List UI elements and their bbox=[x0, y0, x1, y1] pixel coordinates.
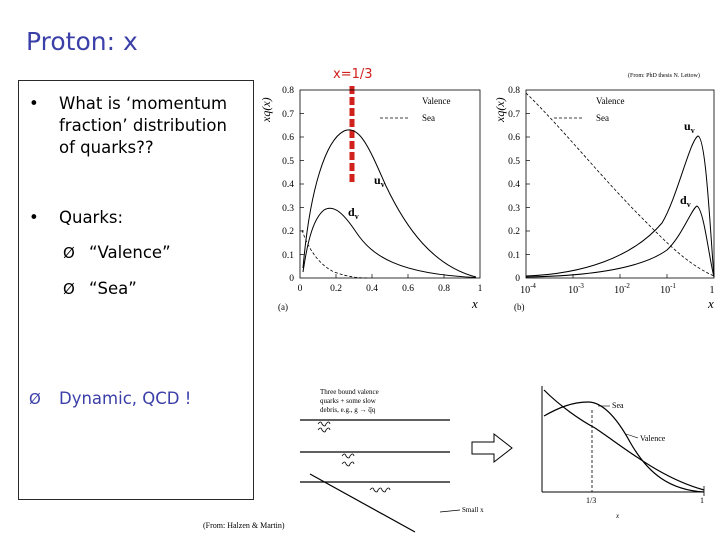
bullet-dynamic bbox=[29, 388, 249, 410]
y-tick-label: 0.1 bbox=[282, 251, 294, 261]
legend-sea: Sea bbox=[422, 113, 435, 123]
x-tick-label: 0.2 bbox=[330, 284, 342, 294]
y-tick-label: 0.7 bbox=[508, 110, 520, 120]
right-arrow-icon bbox=[470, 430, 514, 466]
sub-bullet-sea bbox=[63, 278, 243, 300]
x-tick-labels bbox=[520, 282, 714, 296]
x-tick-label: 0.8 bbox=[438, 284, 450, 294]
y-tick-label: 0.3 bbox=[508, 204, 520, 214]
arrow-bullet-icon: Ø bbox=[63, 244, 75, 262]
dv-label: $d_v$ bbox=[680, 193, 691, 209]
y-tick-label: 0.2 bbox=[282, 227, 294, 237]
credit-thesis: (From: PhD thesis N. Lettow) bbox=[628, 73, 700, 79]
bullet-text-line: What is ‘momentum bbox=[59, 94, 228, 113]
arrow-bullet-icon: Ø bbox=[29, 390, 41, 408]
y-axis-label: xq(x) bbox=[493, 97, 507, 122]
y-tick-label: 0.2 bbox=[508, 227, 520, 237]
x-axis-label: x bbox=[708, 296, 714, 311]
x-tick-label: $10^{-4}$ bbox=[520, 282, 536, 296]
x-tick-label: 0.4 bbox=[366, 284, 378, 294]
bullet-text: Dynamic, QCD ! bbox=[59, 389, 192, 408]
panel-label: (b) bbox=[514, 302, 525, 312]
dv-curve bbox=[303, 208, 476, 277]
x-tick-label: 0 bbox=[297, 284, 303, 294]
x-tick-label: 1 bbox=[477, 284, 483, 294]
y-tick-label: 0.6 bbox=[282, 133, 294, 143]
pdf-plot-linear bbox=[258, 78, 490, 318]
pdf-plot-log bbox=[492, 78, 720, 318]
x-tick-label: $10^{-2}$ bbox=[614, 282, 630, 296]
bullet-text: “Sea” bbox=[89, 279, 137, 298]
slide-title: Proton: x bbox=[26, 27, 138, 56]
valence-sketch-curve bbox=[544, 402, 704, 492]
tick-one-third: 1/3 bbox=[586, 496, 597, 505]
y-tick-label: 0 bbox=[289, 274, 294, 284]
bullet-text: Quarks: bbox=[59, 208, 124, 227]
uv-curve bbox=[303, 130, 476, 277]
x-tick-labels bbox=[298, 284, 483, 294]
x-axis-label: x bbox=[472, 296, 478, 311]
y-axis-label: xq(x) bbox=[259, 97, 273, 122]
y-tick-label: 0.1 bbox=[508, 251, 520, 261]
y-tick-label: 0.8 bbox=[282, 86, 294, 96]
bullet-dot: • bbox=[29, 208, 39, 227]
sketch-x-label: x bbox=[616, 512, 620, 520]
y-tick-labels bbox=[508, 86, 520, 284]
y-tick-labels bbox=[282, 86, 294, 284]
tick-one: 1 bbox=[700, 496, 704, 505]
bullet-box bbox=[18, 80, 254, 500]
sea-curve bbox=[302, 230, 368, 278]
uv-label: $u_v$ bbox=[374, 173, 385, 189]
bullet-text: “Valence” bbox=[89, 243, 171, 262]
dv-label: $d_v$ bbox=[348, 205, 359, 221]
bullet-text-line: fraction’ distribution bbox=[59, 116, 227, 135]
sub-bullet-valence bbox=[63, 242, 243, 264]
dv-curve bbox=[526, 206, 714, 277]
bullet-momentum bbox=[29, 93, 249, 159]
y-tick-label: 0.5 bbox=[508, 157, 520, 167]
bullet-text-line: of quarks?? bbox=[59, 138, 154, 157]
x-tick-label: $10^{-3}$ bbox=[568, 282, 584, 296]
diagram-caption: quarks + some slow bbox=[320, 397, 376, 405]
y-tick-label: 0.5 bbox=[282, 157, 294, 167]
x-tick-label: 1 bbox=[709, 285, 715, 296]
sea-valence-sketch bbox=[530, 386, 720, 522]
legend-sea: Sea bbox=[596, 113, 609, 123]
arrow-bullet-icon: Ø bbox=[63, 280, 75, 298]
panel-label: (a) bbox=[278, 302, 288, 312]
sea-sketch-label: Sea bbox=[612, 401, 624, 410]
legend-valence: Valence bbox=[422, 96, 451, 106]
x-tick-label: 0.6 bbox=[402, 284, 414, 294]
x-tick-label: $10^{-1}$ bbox=[660, 282, 676, 296]
uv-label: $u_v$ bbox=[684, 119, 695, 135]
x-one-third-label: x=1/3 bbox=[333, 67, 373, 82]
y-tick-label: 0 bbox=[515, 274, 520, 284]
small-x-label: Small x bbox=[462, 506, 484, 514]
bullet-dot: • bbox=[29, 94, 39, 113]
credit-halzen-martin: (From: Halzen & Martin) bbox=[203, 521, 285, 530]
y-tick-label: 0.7 bbox=[282, 110, 294, 120]
valence-sketch-label: Valence bbox=[640, 434, 666, 443]
y-tick-label: 0.8 bbox=[508, 86, 520, 96]
diagram-caption: Three bound valence bbox=[320, 388, 379, 396]
quark-diagram bbox=[290, 380, 490, 540]
y-tick-label: 0.6 bbox=[508, 133, 520, 143]
y-tick-label: 0.4 bbox=[282, 180, 294, 190]
legend-valence: Valence bbox=[596, 96, 625, 106]
y-tick-label: 0.4 bbox=[508, 180, 520, 190]
bullet-quarks bbox=[29, 207, 249, 229]
diagram-caption: debris, e.g., g → q̅q bbox=[320, 406, 376, 414]
y-tick-label: 0.3 bbox=[282, 204, 294, 214]
